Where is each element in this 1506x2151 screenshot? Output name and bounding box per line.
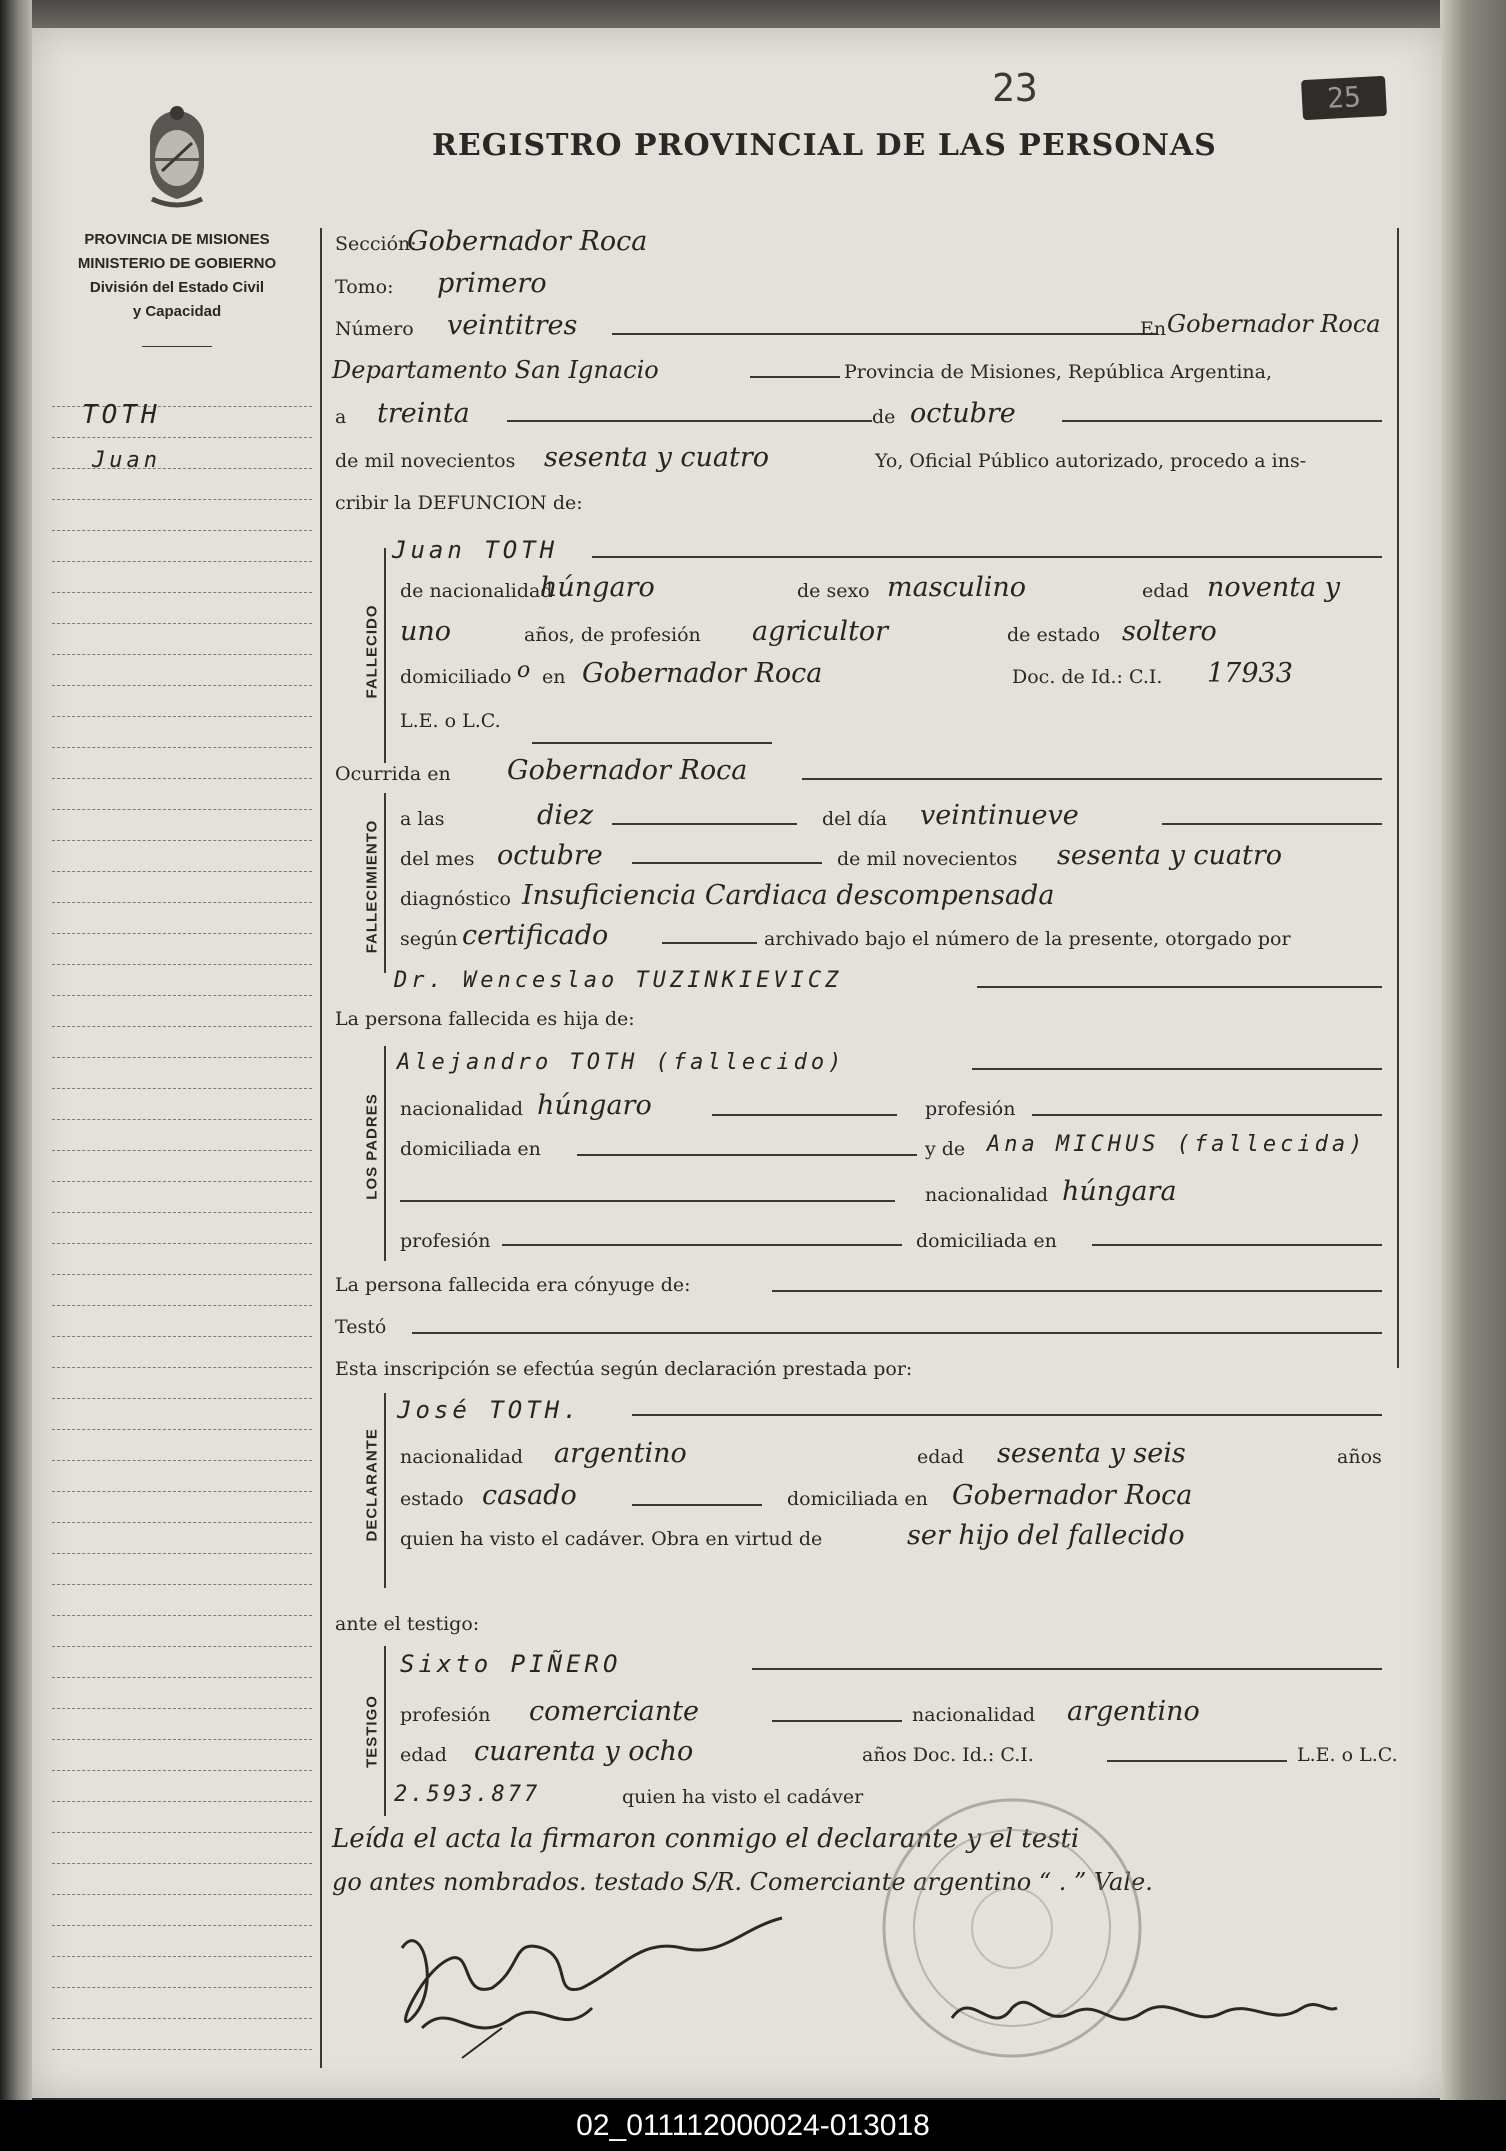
margin-ruled-line: [52, 1181, 312, 1182]
margin-ruled-line: [52, 1367, 312, 1368]
madre-name: Ana MICHUS (fallecida): [987, 1132, 1367, 1157]
padre-domiciliada-label: domiciliada en: [400, 1138, 541, 1160]
fallecimiento-diagnostico-label: diagnóstico: [400, 888, 511, 910]
fallecido-name-line: [592, 556, 1382, 558]
testigo-le-label: L.E. o L.C.: [1297, 1744, 1398, 1766]
margin-ruled-line: [52, 1832, 312, 1833]
fallecimiento-diagnostico-value: Insuficiencia Cardiaca descompensada: [522, 880, 1055, 911]
page-title: REGISTRO PROVINCIAL DE LAS PERSONAS: [432, 128, 1217, 163]
register-page: [32, 28, 1442, 2098]
margin-ruled-line: [52, 1770, 312, 1771]
closing-line-2: go antes nombrados. testado S/R. Comerciante argentino “ . ” Vale.: [332, 1868, 1153, 1896]
declarante-edad-label: edad: [917, 1446, 964, 1468]
margin-ruled-line: [52, 2018, 312, 2019]
margin-ruled-line: [52, 1615, 312, 1616]
margin-ruled-line: [52, 561, 312, 562]
fallecido-doc-value: 17933: [1207, 658, 1293, 689]
departamento-line: [750, 376, 840, 378]
province-name: PROVINCIA DE MISIONES: [84, 231, 270, 248]
margin-ruled-line: [52, 1243, 312, 1244]
declarante-domiciliada-label: domiciliada en: [787, 1488, 928, 1510]
fallecido-rule: [384, 548, 386, 763]
inscribir-label: cribir la DEFUNCION de:: [335, 492, 583, 514]
testigo-name-line: [752, 1668, 1382, 1670]
margin-ruled-line: [52, 1894, 312, 1895]
fallecido-edad-value: noventa y: [1207, 572, 1341, 603]
margin-ruled-line: [52, 468, 312, 469]
testigo-anios-label: años Doc. Id.: C.I.: [862, 1744, 1034, 1766]
madre-line-blank: [400, 1200, 895, 1202]
margin-ruled-line: [52, 437, 312, 438]
medico-line: [977, 986, 1382, 988]
madre-domicilio-line: [1092, 1244, 1382, 1246]
margin-ruled-line: [52, 1336, 312, 1337]
margin-ruled-line: [52, 1212, 312, 1213]
margin-ruled-line: [52, 871, 312, 872]
margin-ruled-line: [52, 964, 312, 965]
margin-ruled-line: [52, 1522, 312, 1523]
testigo-quien-label: quien ha visto el cadáver: [622, 1786, 864, 1808]
testigo-profesion-value: comerciante: [529, 1696, 699, 1727]
padre-profesion-line: [1032, 1114, 1382, 1116]
margin-ruled-line: [52, 1739, 312, 1740]
margin-ruled-line: [52, 933, 312, 934]
declarante-signature: [362, 1908, 812, 2068]
padre-profesion-label: profesión: [925, 1098, 1016, 1120]
stamp-number: 25: [1301, 76, 1387, 120]
margin-ruled-line: [52, 1398, 312, 1399]
margin-ruled-line: [52, 1956, 312, 1957]
testigo-ante-label: ante el testigo:: [335, 1613, 480, 1635]
a-label: a: [335, 406, 347, 428]
declarante-name-line: [632, 1414, 1382, 1416]
anio-value: sesenta y cuatro: [544, 442, 770, 473]
margin-ruled-line: [52, 1150, 312, 1151]
margin-ruled-line: [52, 1801, 312, 1802]
declarante-estado-value: casado: [482, 1480, 577, 1511]
issuer-underline: [142, 346, 212, 347]
capacity-name: y Capacidad: [132, 303, 222, 320]
margin-ruled-line: [52, 995, 312, 996]
seccion-value: Gobernador Roca: [407, 226, 648, 257]
en-label: En: [1140, 318, 1167, 340]
margin-ruled-line: [52, 1429, 312, 1430]
margin-ruled-line: [52, 840, 312, 841]
declarante-name: José TOTH.: [397, 1396, 582, 1424]
margin-ruled-line: [52, 1708, 312, 1709]
margin-ruled-line: [52, 1584, 312, 1585]
madre-profesion-label: profesión: [400, 1230, 491, 1252]
departamento-value: Departamento San Ignacio: [332, 356, 659, 384]
margin-ruled-line: [52, 778, 312, 779]
fallecimiento-deldia-label: del día: [822, 808, 888, 830]
fallecimiento-alas-label: a las: [400, 808, 445, 830]
margin-ruled-line: [52, 716, 312, 717]
numero-label: Número: [335, 318, 414, 340]
testigo-name: Sixto PIÑERO: [400, 1650, 622, 1678]
madre-nacionalidad-label: nacionalidad: [925, 1184, 1049, 1206]
padre-line: [972, 1068, 1382, 1070]
fallecimiento-medico-value: Dr. Wenceslao TUZINKIEVICZ: [394, 968, 843, 993]
margin-ruled-line: [52, 530, 312, 531]
padres-rule: [384, 1046, 386, 1261]
margin-ruled-line: [52, 1057, 312, 1058]
fallecido-domiciliado-label: domiciliado: [400, 666, 512, 688]
hora-line: [612, 823, 797, 825]
testigo-nacionalidad-label: nacionalidad: [912, 1704, 1036, 1726]
fallecimiento-mes-value: octubre: [497, 840, 603, 871]
fallecido-profesion-value: agricultor: [752, 616, 889, 647]
provincia-label: Provincia de Misiones, República Argentina,: [844, 361, 1273, 383]
ocurrida-value: Gobernador Roca: [507, 755, 748, 786]
margin-given-name: Juan: [92, 448, 161, 473]
madre-domiciliada-label: domiciliada en: [916, 1230, 1057, 1252]
issuer-block: [32, 228, 322, 324]
declarante-domicilio-value: Gobernador Roca: [952, 1480, 1193, 1511]
fallecido-domiciliado-suffix: o: [517, 658, 531, 683]
testigo-nacionalidad-value: argentino: [1067, 1696, 1200, 1727]
testigo-section-label: TESTIGO: [363, 1695, 381, 1768]
testigo-edad-value: cuarenta y ocho: [474, 1736, 694, 1767]
yo-label: Yo, Oficial Público autorizado, procedo a ins-: [875, 450, 1307, 472]
fallecimiento-segun-value: certificado: [462, 920, 609, 951]
en-value: Gobernador Roca: [1167, 310, 1381, 338]
declarante-anios-label: años: [1337, 1446, 1382, 1468]
margin-ruled-line: [52, 1646, 312, 1647]
fallecimiento-rule: [384, 793, 386, 973]
fallecimiento-hora-value: diez: [537, 800, 594, 831]
seccion-label: Sección:: [335, 233, 417, 255]
mil-label: de mil novecientos: [335, 450, 516, 472]
ocurrida-line: [802, 778, 1382, 780]
fallecimiento-section-label: FALLECIMIENTO: [363, 819, 381, 954]
margin-ruled-line: [52, 902, 312, 903]
division-name: División del Estado Civil: [89, 279, 265, 296]
margin-ruled-line: [52, 1677, 312, 1678]
margin-ruled-line: [52, 1088, 312, 1089]
margin-ruled-line: [52, 1305, 312, 1306]
testigo-doc-value: 2.593.877: [394, 1782, 541, 1807]
numero-value: veintitres: [447, 310, 578, 341]
dia-fallecimiento-line: [1162, 823, 1382, 825]
madre-nacionalidad-value: húngara: [1062, 1176, 1177, 1207]
fallecimiento-mil-label: de mil novecientos: [837, 848, 1018, 870]
madre-yde-label: y de: [925, 1138, 966, 1160]
testigo-profesion-line: [772, 1720, 902, 1722]
testigo-ci-line: [1107, 1760, 1287, 1762]
testigo-profesion-label: profesión: [400, 1704, 491, 1726]
fallecimiento-archivado-label: archivado bajo el número de la presente, otorgado por: [764, 928, 1291, 950]
testo-label: Testó: [335, 1316, 387, 1338]
margin-surname: TOTH: [82, 400, 161, 430]
fallecido-doc-label: Doc. de Id.: C.I.: [1012, 666, 1163, 688]
padre-domicilio-line: [577, 1154, 917, 1156]
segun-line: [662, 942, 757, 944]
padre-nacionalidad-value: húngaro: [537, 1090, 652, 1121]
fallecido-edad-value-cont: uno: [400, 616, 452, 647]
madre-profesion-line: [502, 1244, 902, 1246]
page-number: 23: [992, 66, 1038, 110]
mes-line: [1062, 420, 1382, 422]
ministry-name: MINISTERIO DE GOBIERNO: [77, 255, 277, 272]
margin-ruled-line: [52, 623, 312, 624]
image-caption: 02_011112000024-013018: [0, 2100, 1506, 2151]
margin-ruled-line: [52, 1460, 312, 1461]
padre-nacionalidad-line: [712, 1114, 897, 1116]
right-border: [1397, 228, 1399, 1368]
inscripcion-label: Esta inscripción se efectúa según declaración prestada por:: [335, 1358, 913, 1380]
tomo-label: Tomo:: [335, 276, 394, 298]
fallecido-estado-value: soltero: [1122, 616, 1217, 647]
margin-ruled-line: [52, 1863, 312, 1864]
margin-ruled-line: [52, 809, 312, 810]
conyuge-line: [772, 1290, 1382, 1292]
declarante-nacionalidad-label: nacionalidad: [400, 1446, 524, 1468]
margin-ruled-line: [52, 654, 312, 655]
dia-line: [507, 420, 872, 422]
conyuge-label: La persona fallecida era cónyuge de:: [335, 1274, 691, 1296]
fallecido-anios-label: años, de profesión: [524, 624, 701, 646]
mes-fallecimiento-line: [632, 862, 822, 864]
margin-ruled-line: [52, 1987, 312, 1988]
padre-nacionalidad-label: nacionalidad: [400, 1098, 524, 1120]
fallecido-sexo-label: de sexo: [797, 580, 870, 602]
margin-ruled-line: [52, 685, 312, 686]
fallecido-le-line: [532, 742, 772, 744]
fallecimiento-delmes-label: del mes: [400, 848, 475, 870]
margin-ruled-line: [52, 2049, 312, 2050]
fallecimiento-segun-label: según: [400, 928, 458, 950]
padres-section-label: LOS PADRES: [363, 1093, 381, 1200]
padre-name: Alejandro TOTH (fallecido): [397, 1050, 846, 1075]
fallecido-le-label: L.E. o L.C.: [400, 710, 501, 732]
column-divider: [320, 228, 322, 2068]
oficial-signature: [942, 1978, 1342, 2048]
fallecido-domicilio-value: Gobernador Roca: [582, 658, 823, 689]
de-label: de: [872, 406, 896, 428]
declarante-section-label: DECLARANTE: [363, 1428, 381, 1542]
margin-ruled-line: [52, 499, 312, 500]
book-left-edge: [0, 0, 32, 2100]
margin-ruled-line: [52, 1274, 312, 1275]
testigo-edad-label: edad: [400, 1744, 447, 1766]
book-right-edge: [1440, 0, 1506, 2100]
fallecido-nacionalidad-value: húngaro: [540, 572, 655, 603]
fallecido-estado-label: de estado: [1007, 624, 1101, 646]
coat-of-arms-icon: [132, 103, 222, 213]
fallecido-en-label: en: [542, 666, 566, 688]
declarante-quien-label: quien ha visto el cadáver. Obra en virtud de: [400, 1528, 823, 1550]
margin-ruled-line: [52, 1026, 312, 1027]
closing-line-1: Leída el acta la firmaron conmigo el declarante y el testi: [332, 1824, 1080, 1854]
testigo-rule: [384, 1646, 386, 1816]
margin-ruled-line: [52, 1491, 312, 1492]
fallecido-section-label: FALLECIDO: [363, 604, 381, 699]
declarante-estado-line: [632, 1504, 762, 1506]
declarante-estado-label: estado: [400, 1488, 464, 1510]
declarante-virtud-value: ser hijo del fallecido: [907, 1520, 1185, 1551]
dia-value: treinta: [377, 398, 470, 429]
margin-ruled-line: [52, 592, 312, 593]
margin-ruled-line: [52, 1925, 312, 1926]
declarante-edad-value: sesenta y seis: [997, 1438, 1186, 1469]
fallecimiento-anio-value: sesenta y cuatro: [1057, 840, 1283, 871]
fallecido-edad-label: edad: [1142, 580, 1189, 602]
declarante-rule: [384, 1393, 386, 1588]
fallecimiento-dia-value: veintinueve: [920, 800, 1079, 831]
margin-ruled-line: [52, 1119, 312, 1120]
testo-line: [412, 1332, 1382, 1334]
numero-line: [612, 333, 1157, 335]
ocurrida-label: Ocurrida en: [335, 763, 451, 785]
mes-value: octubre: [910, 398, 1016, 429]
margin-ruled-line: [52, 747, 312, 748]
fallecido-name: Juan TOTH: [392, 536, 559, 564]
padres-hija-label: La persona fallecida es hija de:: [335, 1008, 635, 1030]
fallecido-nacionalidad-label: de nacionalidad: [400, 580, 553, 602]
tomo-value: primero: [437, 268, 547, 299]
margin-ruled-line: [52, 1553, 312, 1554]
fallecido-sexo-value: masculino: [887, 572, 1026, 603]
declarante-nacionalidad-value: argentino: [554, 1438, 687, 1469]
